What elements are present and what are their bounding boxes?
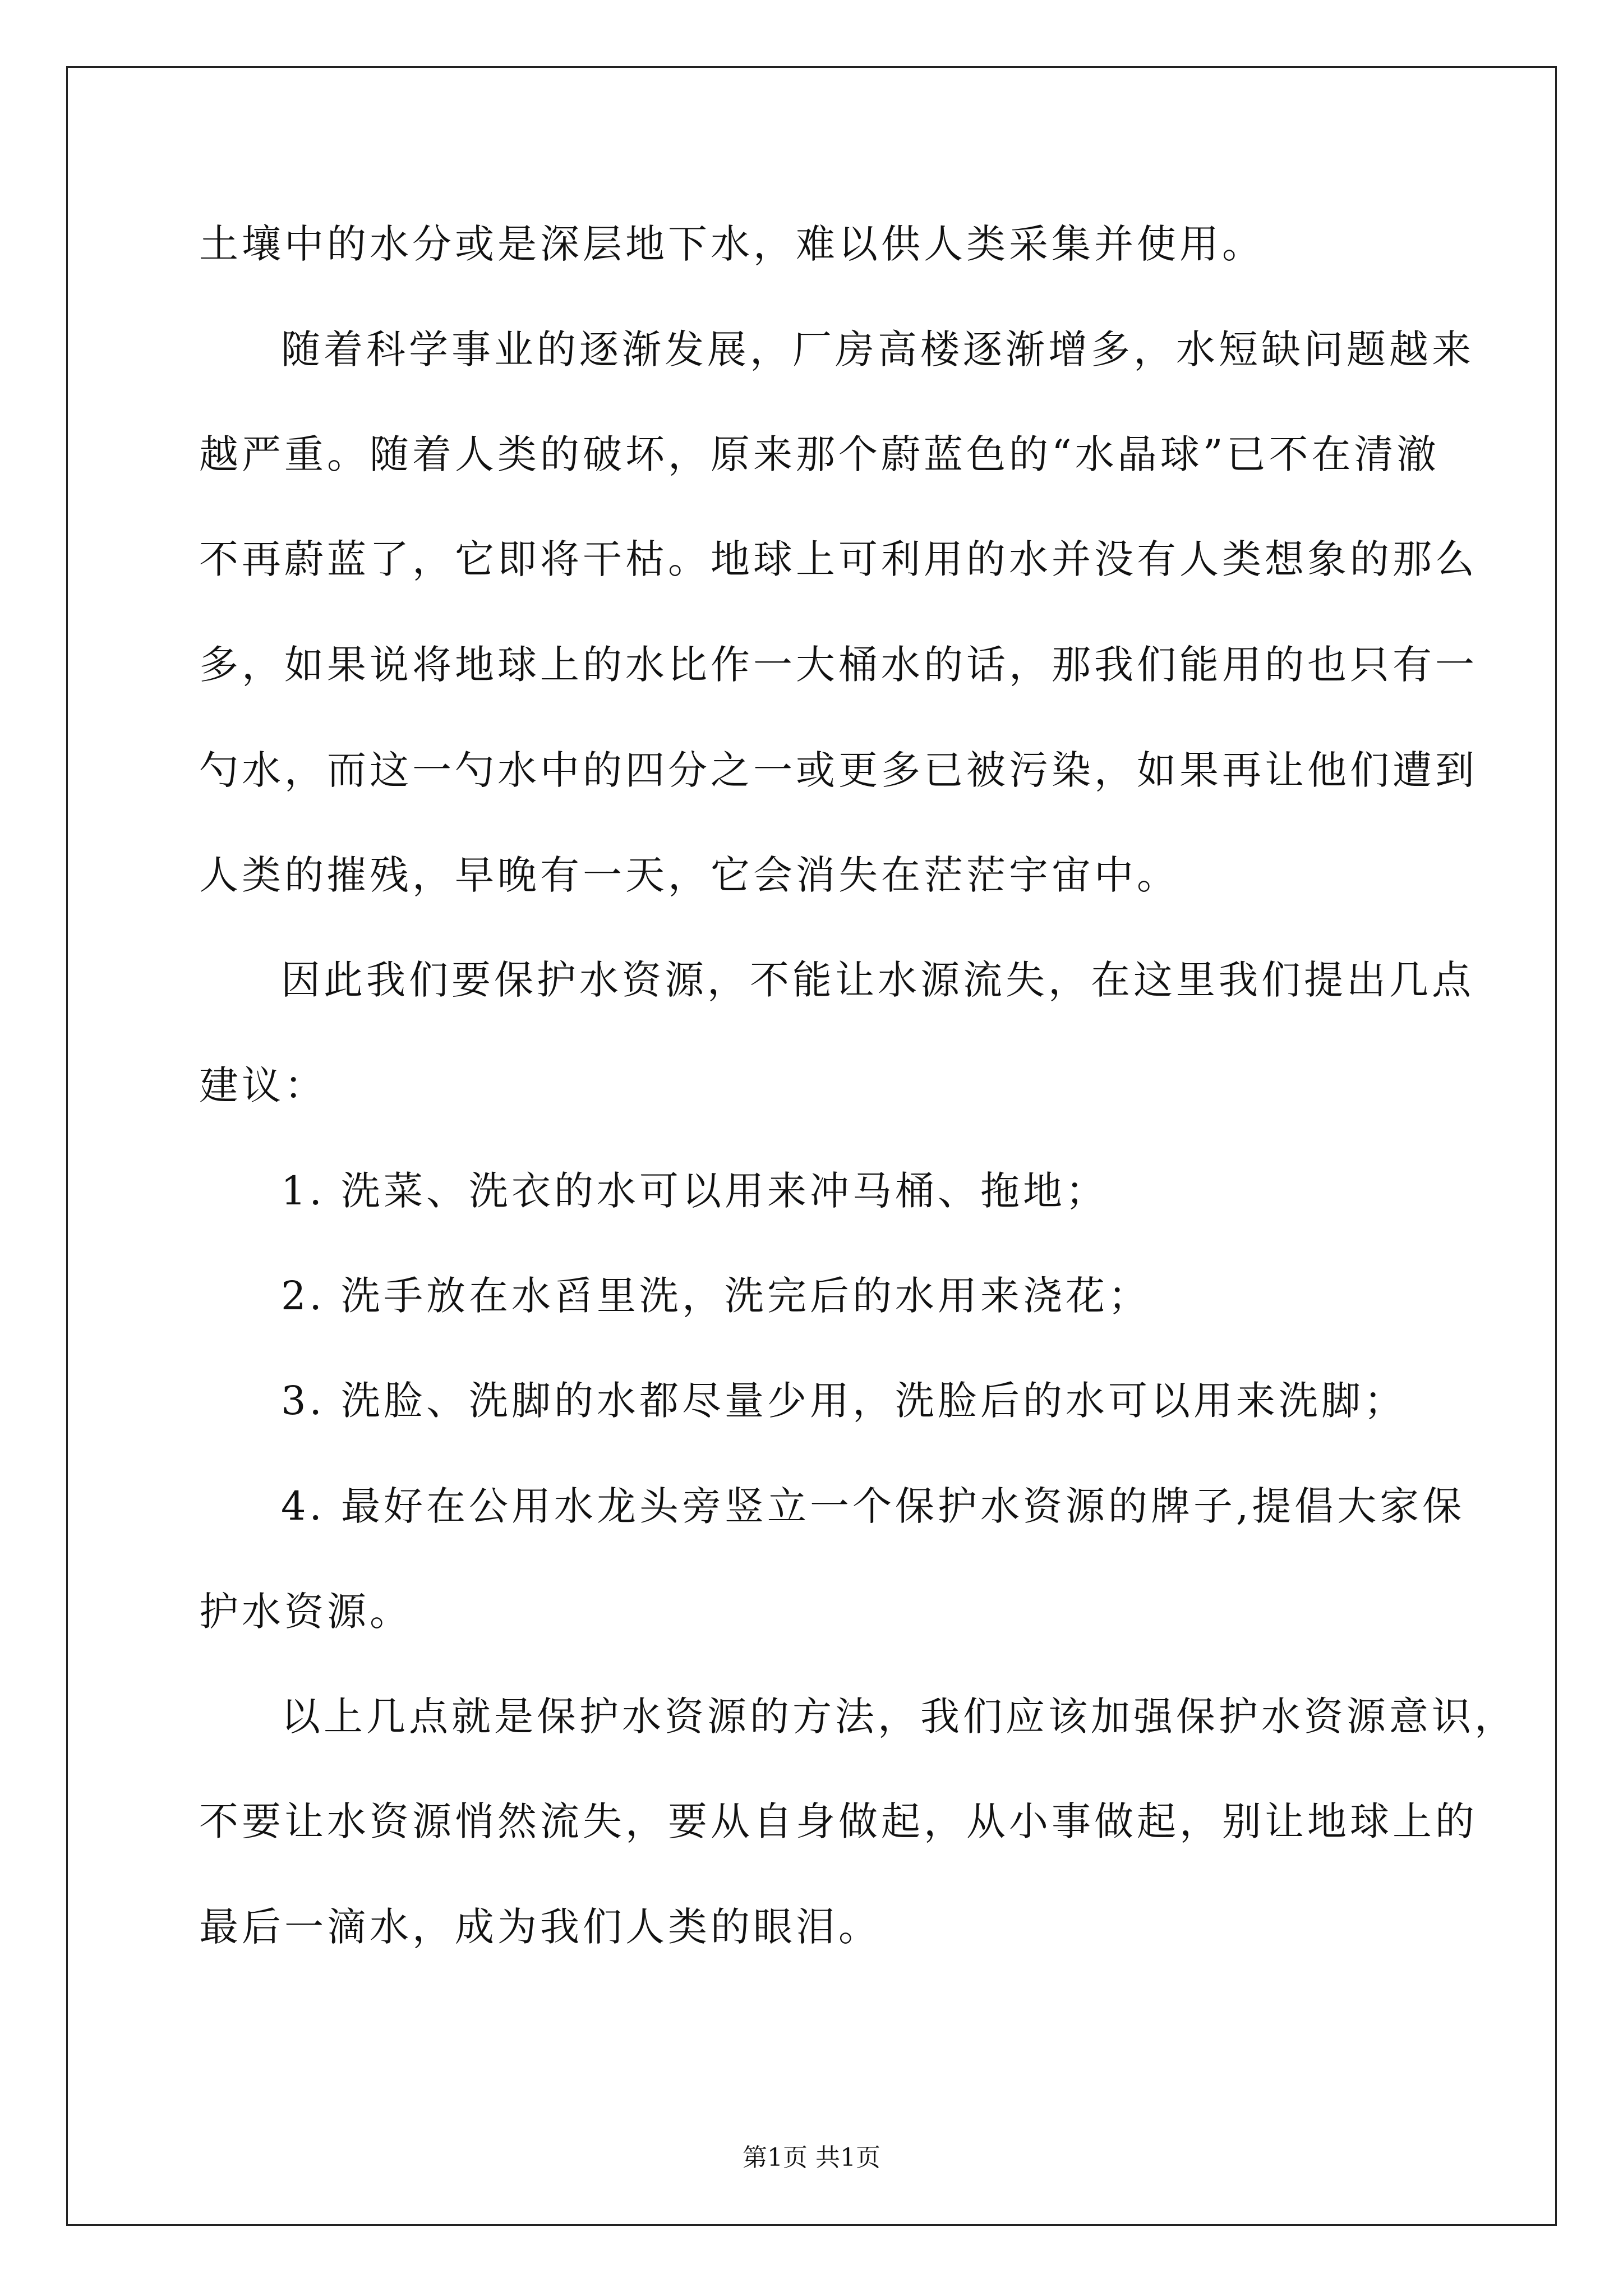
text-line-2: 随着科学事业的逐渐发展，厂房高楼逐渐增多，水短缺问题越来: [281, 326, 1474, 372]
page-number-footer: 第1页 共1页: [743, 2143, 880, 2172]
text-line-8: 因此我们要保护水资源，不能让水源流失，在这里我们提出几点: [281, 957, 1474, 1003]
text-line-17: 最后一滴水，成为我们人类的眼泪。: [199, 1904, 881, 1950]
text-line-9: 建议：: [199, 1062, 327, 1108]
list-item-2: 2. 洗手放在水舀里洗，洗完后的水用来浇花；: [281, 1273, 1151, 1319]
text-line-14: 护水资源。: [199, 1589, 412, 1635]
text-line-3: 越严重。随着人类的破坏，原来那个蔚蓝色的“水晶球”已不在清澈: [199, 431, 1440, 477]
page-border: [66, 66, 1557, 2226]
text-line-1: 土壤中的水分或是深层地下水，难以供人类采集并使用。: [199, 221, 1265, 267]
text-line-6: 勺水，而这一勺水中的四分之一或更多已被污染，如果再让他们遭到: [199, 747, 1478, 793]
text-line-4: 不再蔚蓝了，它即将干枯。地球上可利用的水并没有人类想象的那么: [199, 536, 1478, 582]
list-item-1: 1. 洗菜、洗衣的水可以用来冲马桶、拖地；: [281, 1168, 1109, 1214]
text-line-16: 不要让水资源悄然流失，要从自身做起，从小事做起，别让地球上的: [199, 1798, 1478, 1844]
text-line-5: 多，如果说将地球上的水比作一大桶水的话，那我们能用的也只有一: [199, 642, 1478, 688]
text-line-15: 以上几点就是保护水资源的方法，我们应该加强保护水资源意识，: [281, 1694, 1517, 1740]
list-item-4: 4. 最好在公用水龙头旁竖立一个保护水资源的牌子,提倡大家保: [281, 1483, 1465, 1529]
list-item-3: 3. 洗脸、洗脚的水都尽量少用，洗脸后的水可以用来洗脚；: [281, 1378, 1407, 1424]
text-line-7: 人类的摧残，早晚有一天，它会消失在茫茫宇宙中。: [199, 852, 1179, 898]
